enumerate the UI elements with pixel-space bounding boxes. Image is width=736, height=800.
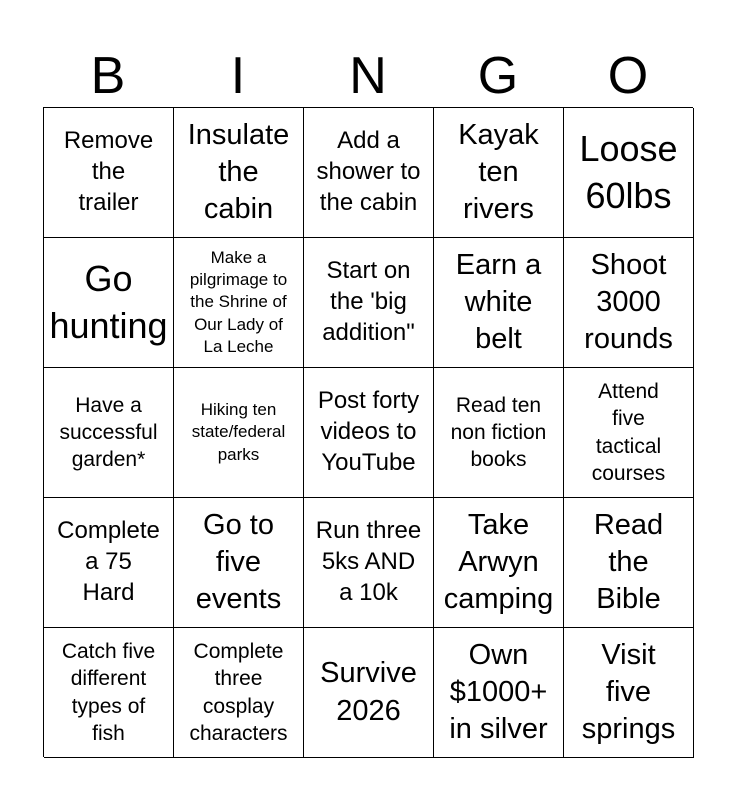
bingo-cell[interactable] (304, 628, 434, 758)
bingo-cell[interactable] (304, 498, 434, 628)
bingo-cell[interactable] (44, 498, 174, 628)
cell-text: Attend five tactical courses (591, 379, 666, 485)
header-letter-o: O (607, 47, 649, 105)
cell-text: Go to five events (195, 508, 282, 616)
header-letter-g: G (477, 47, 519, 105)
cell-text: Read the Bible (593, 508, 664, 616)
cell-text: Add a shower to the cabin (316, 127, 421, 216)
bingo-cell[interactable] (564, 498, 694, 628)
bingo-cell[interactable] (564, 628, 694, 758)
bingo-cell[interactable] (434, 368, 564, 498)
cell-text: Run three 5ks AND a 10k (315, 517, 422, 606)
cell-text: Catch five different types of fish (61, 639, 156, 745)
header-letter-n: N (349, 47, 387, 105)
bingo-cell[interactable] (304, 108, 434, 238)
bingo-board (43, 107, 693, 757)
cell-text: Make a pilgrimage to the Shrine of Our Lady of La Leche (189, 248, 288, 356)
cell-text: Survive 2026 (320, 657, 417, 727)
bingo-cell[interactable] (304, 238, 434, 368)
cell-text: Remove the trailer (63, 127, 154, 216)
cell-text: Post forty videos to YouTube (317, 387, 420, 476)
cell-text: Complete a 75 Hard (57, 517, 160, 606)
bingo-cell[interactable] (174, 368, 304, 498)
cell-text: Shoot 3000 rounds (584, 248, 673, 356)
cell-text: Complete three cosplay characters (189, 639, 288, 745)
bingo-cell[interactable] (304, 368, 434, 498)
bingo-cell[interactable] (174, 108, 304, 238)
bingo-cell[interactable] (174, 498, 304, 628)
cell-text: Visit five springs (581, 638, 676, 746)
cell-text: Loose 60lbs (579, 127, 678, 216)
bingo-cell[interactable] (434, 238, 564, 368)
cell-text: Earn a white belt (455, 248, 542, 356)
cell-text: Take Arwyn camping (443, 508, 554, 616)
cell-text: Have a successful garden* (59, 393, 158, 472)
cell-text: Read ten non fiction books (450, 393, 547, 472)
cell-text: Kayak ten rivers (458, 118, 539, 226)
cell-text: Go hunting (49, 257, 168, 346)
bingo-cell[interactable] (44, 628, 174, 758)
bingo-cell[interactable] (564, 238, 694, 368)
header-letter-b: B (90, 47, 126, 105)
cell-text: Start on the 'big addition" (322, 257, 415, 346)
cell-text: Insulate the cabin (187, 118, 290, 226)
bingo-cell[interactable] (44, 108, 174, 238)
bingo-cell[interactable] (564, 108, 694, 238)
bingo-cell[interactable] (174, 628, 304, 758)
bingo-cell[interactable] (434, 498, 564, 628)
bingo-cell[interactable] (44, 238, 174, 368)
bingo-cell[interactable] (44, 368, 174, 498)
cell-text: Hiking ten state/federal parks (191, 400, 286, 464)
bingo-cell[interactable] (434, 108, 564, 238)
bingo-cell[interactable] (434, 628, 564, 758)
header-letter-i: I (230, 47, 246, 105)
bingo-header (43, 45, 693, 107)
cell-text: Own $1000+ in silver (449, 638, 548, 746)
bingo-cell[interactable] (564, 368, 694, 498)
bingo-cell[interactable] (174, 238, 304, 368)
